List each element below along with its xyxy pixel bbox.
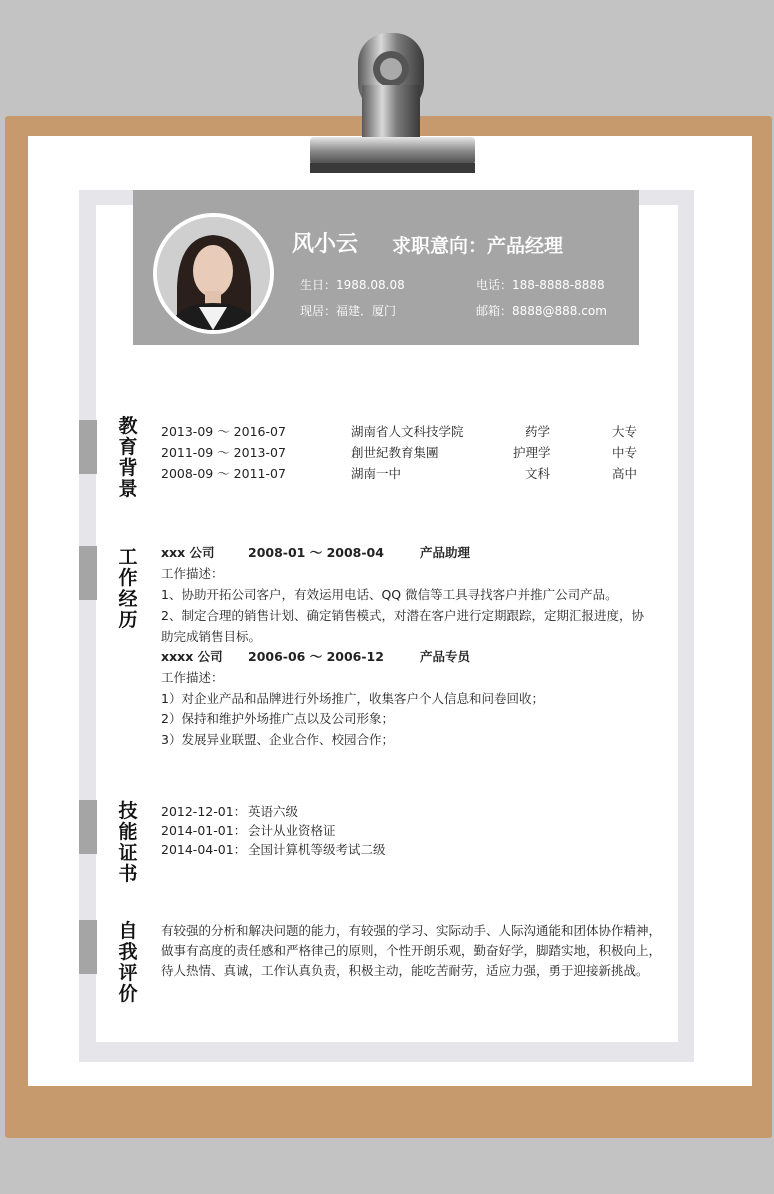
job-desc-line: 2、制定合理的销售计划、确定销售模式，对潜在客户进行定期跟踪，定期汇报进度，协	[161, 608, 644, 623]
job-desc-line: 1）对企业产品和品牌进行外场推广，收集客户个人信息和问卷回收；	[161, 691, 544, 706]
job-intent: 求职意向：产品经理	[392, 235, 564, 257]
self-eval-tab	[79, 920, 97, 974]
self-eval-line: 有较强的分析和解决问题的能力，有较强的学习、实际动手、人际沟通能和团体协作精神，	[161, 923, 662, 938]
skill-name: 全国计算机等级考试二级	[248, 842, 386, 857]
edu-period: 2011-09 ～ 2013-07	[161, 445, 286, 460]
profile-photo	[153, 213, 274, 334]
job-period: 2008-01 ～ 2008-04	[248, 545, 384, 560]
edu-degree: 高中	[612, 466, 638, 481]
edu-school: 湖南一中	[351, 466, 402, 481]
job-company: xxxx 公司	[161, 649, 223, 664]
job-desc-label: 工作描述：	[161, 566, 224, 581]
phone-number: 电话：188-8888-8888	[476, 278, 605, 292]
job-desc-line: 助完成销售目标。	[161, 629, 262, 644]
skills-tab	[79, 800, 97, 854]
job-position: 产品助理	[420, 545, 471, 560]
skill-name: 会计从业资格证	[248, 823, 336, 838]
self-eval-title: 自我评价	[118, 920, 138, 1005]
education-title: 教育背景	[118, 415, 138, 500]
edu-major: 文科	[525, 466, 551, 481]
skill-date: 2014-04-01：	[161, 842, 247, 857]
skill-date: 2014-01-01：	[161, 823, 247, 838]
job-desc-line: 2）保持和维护外场推广点以及公司形象；	[161, 711, 394, 726]
edu-degree: 中专	[612, 445, 638, 460]
job-position: 产品专员	[420, 649, 471, 664]
job-desc-line: 1、协助开拓公司客户，有效运用电话、QQ 微信等工具寻找客户并推广公司产品。	[161, 587, 618, 602]
residence: 现居：福建．厦门	[300, 304, 397, 318]
education-tab	[79, 420, 97, 474]
job-company: xxx 公司	[161, 545, 215, 560]
self-eval-line: 待人热情、真诚，工作认真负责，积极主动，能吃苦耐劳，适应力强，勇于迎接新挑战。	[161, 963, 649, 978]
edu-period: 2008-09 ～ 2011-07	[161, 466, 286, 481]
job-period: 2006-06 ～ 2006-12	[248, 649, 384, 664]
email-address: 邮箱：8888@888.com	[476, 304, 607, 318]
edu-major: 护理学	[513, 445, 551, 460]
job-desc-label: 工作描述：	[161, 670, 224, 685]
edu-period: 2013-09 ～ 2016-07	[161, 424, 286, 439]
work-title: 工作经历	[118, 546, 138, 631]
skill-date: 2012-12-01：	[161, 804, 247, 819]
birth-date: 生日：1988.08.08	[300, 278, 405, 292]
self-eval-line: 做事有高度的责任感和严格律己的原则，个性开朗乐观，勤奋好学，脚踏实地，积极向上，	[161, 943, 662, 958]
edu-school: 湖南省人文科技学院	[351, 424, 464, 439]
edu-major: 药学	[525, 424, 551, 439]
skill-name: 英语六级	[248, 804, 299, 819]
skills-title: 技能证书	[118, 800, 138, 885]
job-desc-line: 3）发展异业联盟、企业合作、校园合作；	[161, 732, 394, 747]
edu-degree: 大专	[612, 424, 638, 439]
binder-clip-icon	[300, 25, 480, 180]
edu-school: 創世紀教育集團	[351, 445, 439, 460]
candidate-name: 风小云	[292, 232, 359, 257]
work-tab	[79, 546, 97, 600]
